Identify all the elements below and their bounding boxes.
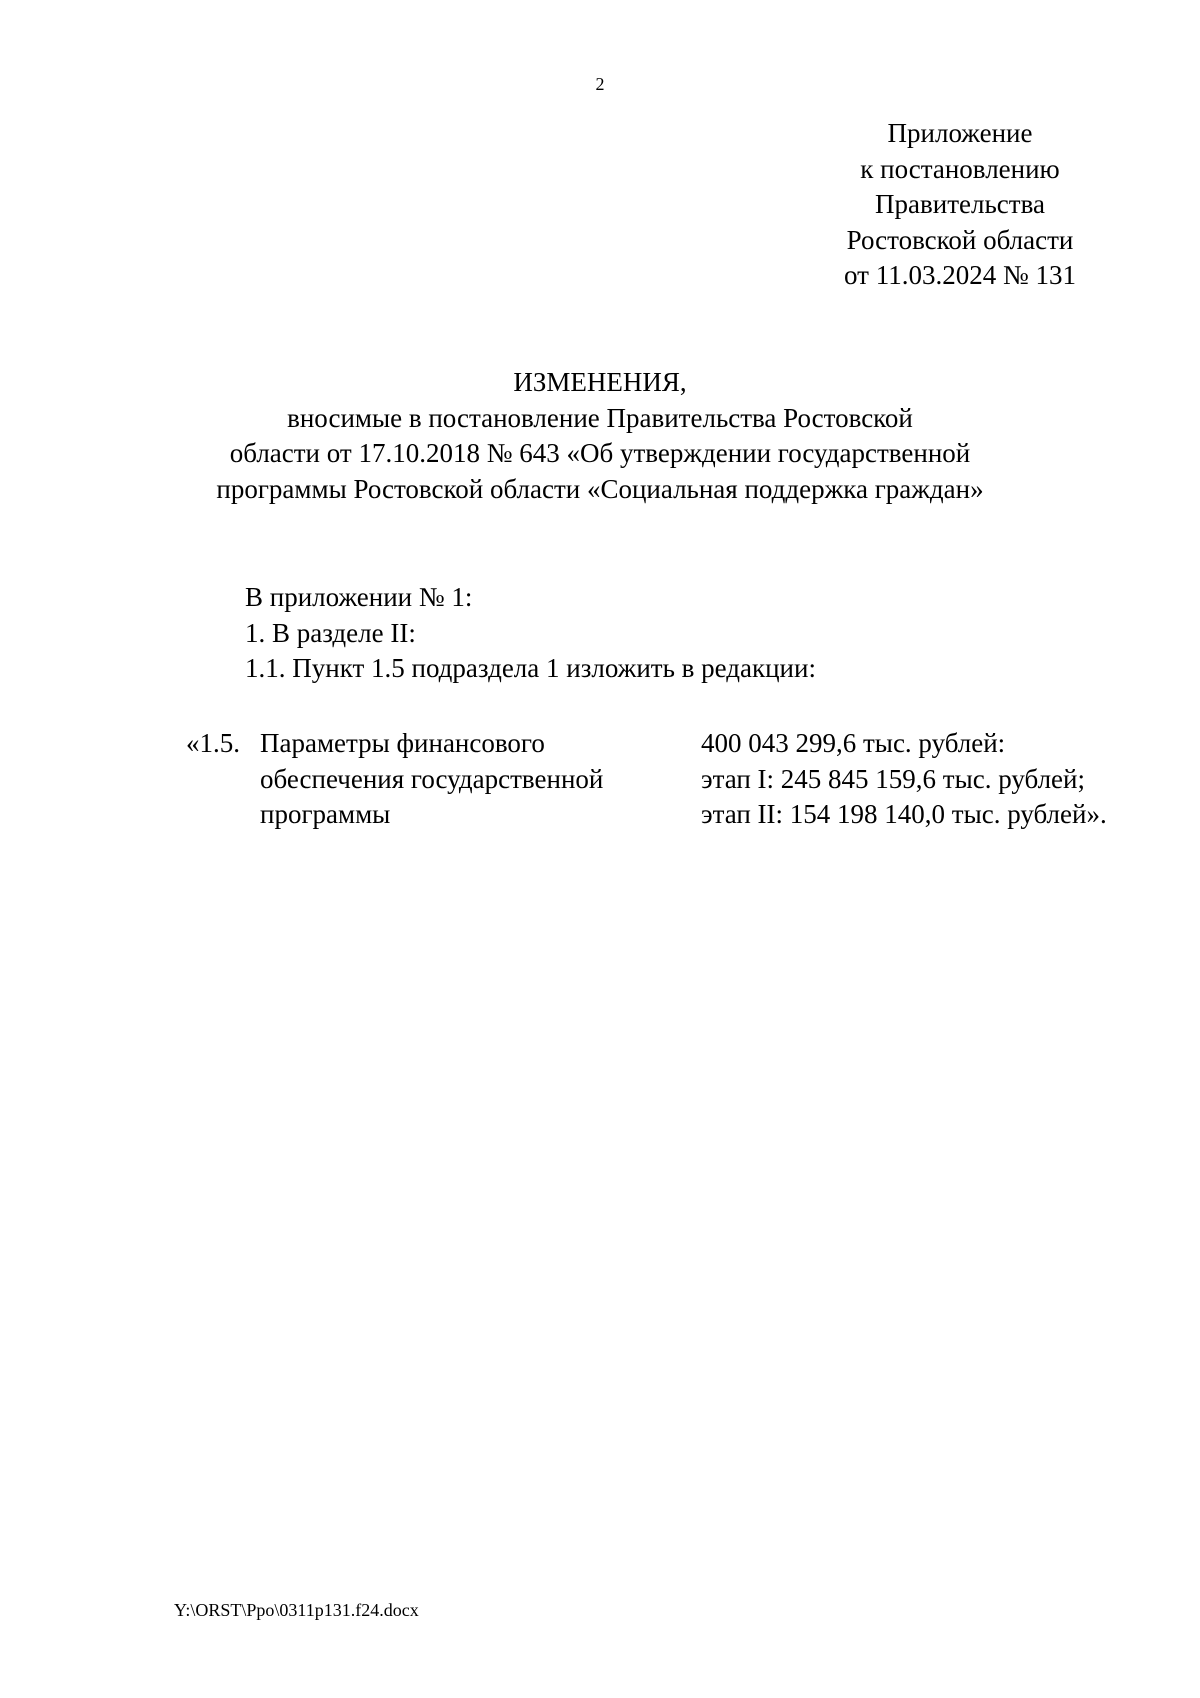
parameter-name-line: программы — [260, 799, 391, 829]
appendix-line-title: Приложение — [887, 118, 1033, 148]
parameter-name-line: Параметры финансового — [260, 728, 545, 758]
body-line-appendix: В приложении № 1: — [245, 582, 473, 612]
document-title — [160, 365, 1040, 507]
title-line: области от 17.10.2018 № 643 «Об утверждении государственной — [229, 438, 971, 468]
title-line: вносимые в постановление Правительства Ростовской — [287, 402, 913, 433]
title-heading: ИЗМЕНЕНИЯ, — [513, 367, 687, 397]
body-line-clause: 1.1. Пункт 1.5 подраздела 1 изложить в редакции: — [245, 653, 816, 683]
footer-file-path: Y:\ORST\Ppo\0311p131.f24.docx — [174, 1600, 419, 1620]
parameter-stage-2-value: этап II: 154 198 140,0 тыс. рублей». — [701, 799, 1107, 829]
appendix-line-resolution: к постановлению — [860, 153, 1060, 184]
title-line: программы Ростовской области «Социальная поддержка граждан» — [216, 473, 984, 504]
parameter-total-value: 400 043 299,6 тыс. рублей: — [701, 728, 1006, 758]
appendix-line-date-number: от 11.03.2024 № 131 — [844, 260, 1076, 290]
parameter-row — [186, 726, 1136, 836]
page-number: 2 — [595, 74, 605, 94]
appendix-header — [800, 116, 1120, 294]
parameter-name-line: обеспечения государственной — [260, 763, 604, 794]
appendix-line-region: Ростовской области — [846, 224, 1074, 255]
appendix-line-government: Правительства — [875, 189, 1045, 219]
parameter-values — [701, 726, 1131, 833]
body-text — [245, 580, 816, 687]
body-line-section: 1. В разделе II: — [245, 617, 416, 648]
parameter-name — [260, 726, 680, 833]
parameter-stage-1-value: этап I: 245 845 159,6 тыс. рублей; — [701, 763, 1085, 794]
parameter-number: «1.5. — [186, 728, 240, 758]
